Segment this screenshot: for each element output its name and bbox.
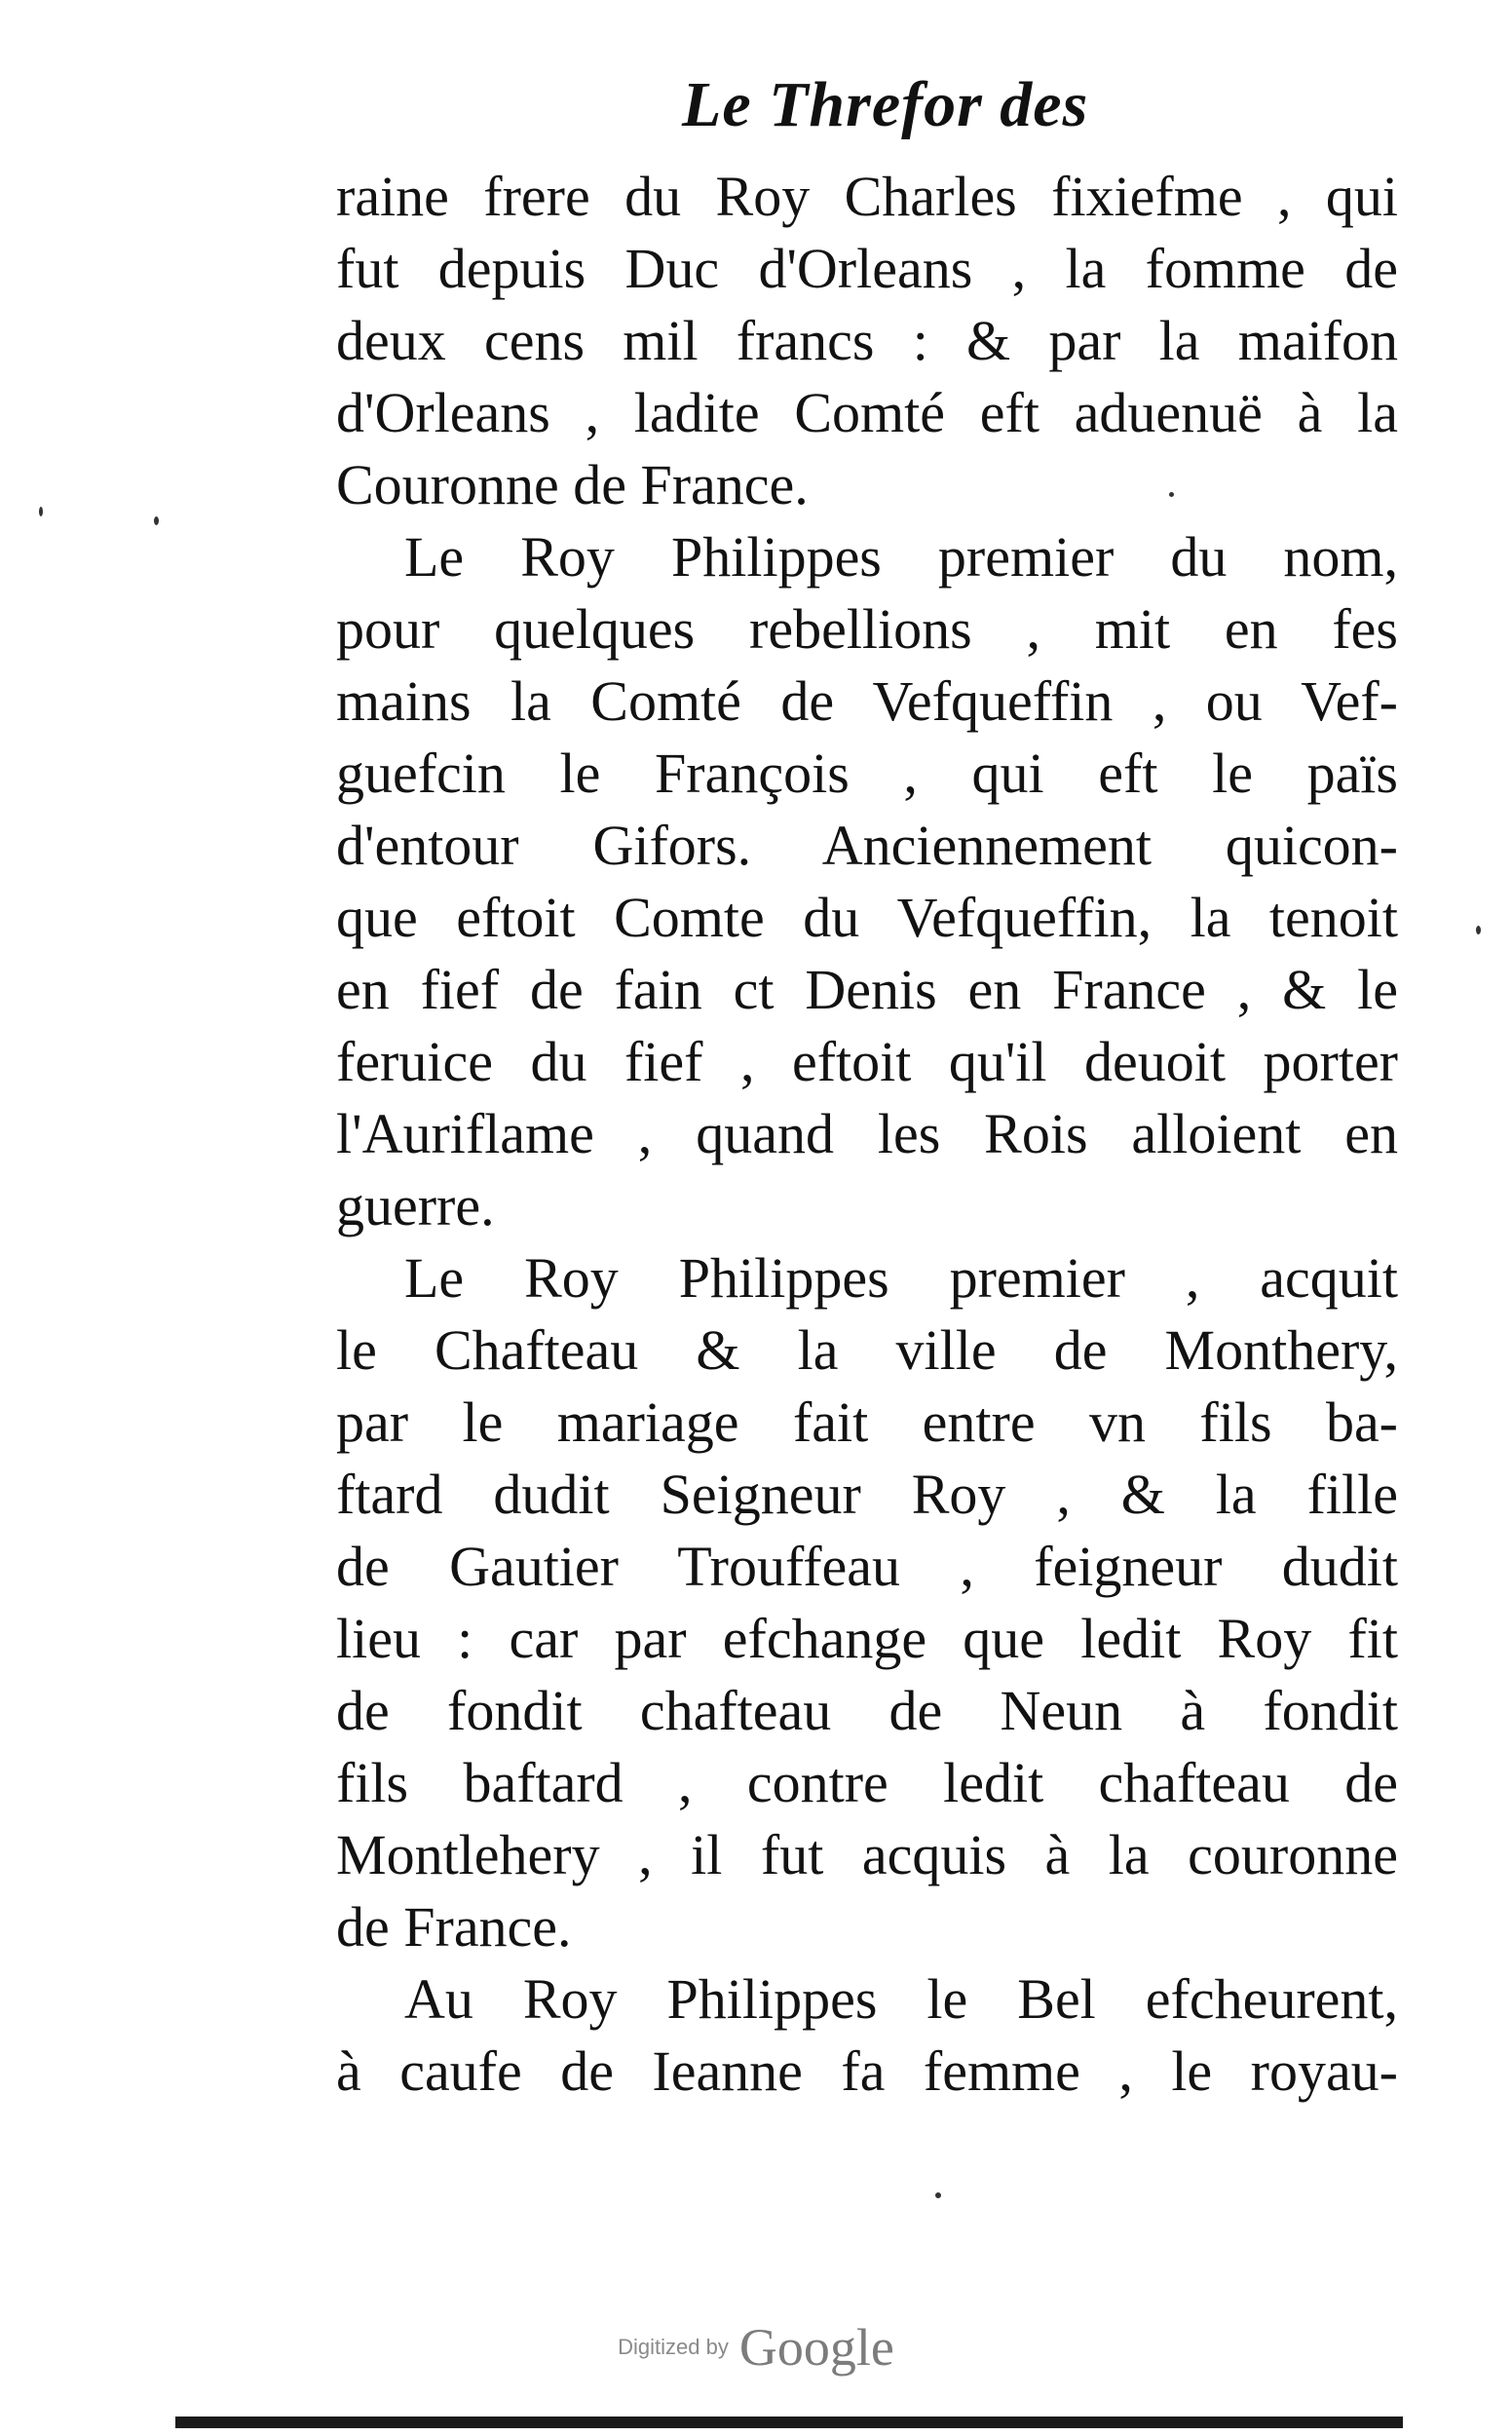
text-line: deux cens mil francs : & par la maifon <box>336 309 1398 372</box>
text-line: à caufe de Ieanne fa femme , le royau- <box>336 2039 1398 2103</box>
digitized-by-label: Digitized by <box>618 2335 729 2359</box>
paragraph-2 <box>336 521 1398 1242</box>
text-line: d'Orleans , ladite Comté eft aduenuë à la <box>336 381 1398 444</box>
text-line: fut depuis Duc d'Orleans , la fomme de <box>336 237 1398 300</box>
text-line: l'Auriflame , quand les Rois alloient en <box>336 1102 1398 1165</box>
text-line: mains la Comté de Vefqueffin , ou Vef- <box>336 669 1398 733</box>
text-line: Au Roy Philippes le Bel efcheurent, <box>404 1967 1398 2031</box>
text-line: raine frere du Roy Charles fixiefme , qui <box>336 165 1398 228</box>
text-line: pour quelques rebellions , mit en fes <box>336 597 1398 661</box>
text-line: Montlehery , il fut acquis à la couronne <box>336 1823 1398 1886</box>
text-line: guefcin le François , qui eft le païs <box>336 742 1398 805</box>
text-line: Le Roy Philippes premier , acquit <box>404 1246 1398 1310</box>
text-line: d'entour Gifors. Anciennement quicon- <box>336 814 1398 877</box>
text-line: feruice du fief , eftoit qu'il deuoit porter <box>336 1030 1398 1093</box>
scan-speck <box>935 2192 941 2198</box>
text-line: ftard dudit Seigneur Roy , & la fille <box>336 1463 1398 1526</box>
text-line: de France. <box>336 1895 572 1959</box>
body-text <box>336 161 1398 2108</box>
google-logo: Google <box>738 2318 894 2377</box>
text-line: par le mariage fait entre vn fils ba- <box>336 1390 1398 1454</box>
paragraph-4 <box>336 1963 1398 2108</box>
text-line: Le Roy Philippes premier du nom, <box>404 525 1398 589</box>
text-line: guerre. <box>336 1174 495 1237</box>
text-line: Couronne de France. <box>336 453 809 516</box>
running-head: Le Threfor des <box>682 69 1089 140</box>
text-line: fils baftard , contre ledit chafteau de <box>336 1751 1398 1814</box>
text-line: le Chafteau & la ville de Monthery, <box>336 1318 1398 1382</box>
scan-speck <box>1169 492 1174 497</box>
paragraph-1 <box>336 161 1398 521</box>
digitized-watermark <box>0 2317 1512 2378</box>
scan-speck <box>1476 926 1481 934</box>
page-bottom-edge <box>175 2417 1403 2428</box>
text-line: de fondit chafteau de Neun à fondit <box>336 1679 1398 1742</box>
text-line: en fief de fain ct Denis en France , & le <box>336 958 1398 1021</box>
text-line: de Gautier Trouffeau , feigneur dudit <box>336 1535 1398 1598</box>
scan-speck <box>39 507 43 516</box>
scan-speck <box>154 516 159 525</box>
paragraph-3 <box>336 1242 1398 1963</box>
text-line: lieu : car par efchange que ledit Roy fit <box>336 1607 1398 1670</box>
text-line: que eftoit Comte du Vefqueffin, la tenoit <box>336 886 1398 949</box>
